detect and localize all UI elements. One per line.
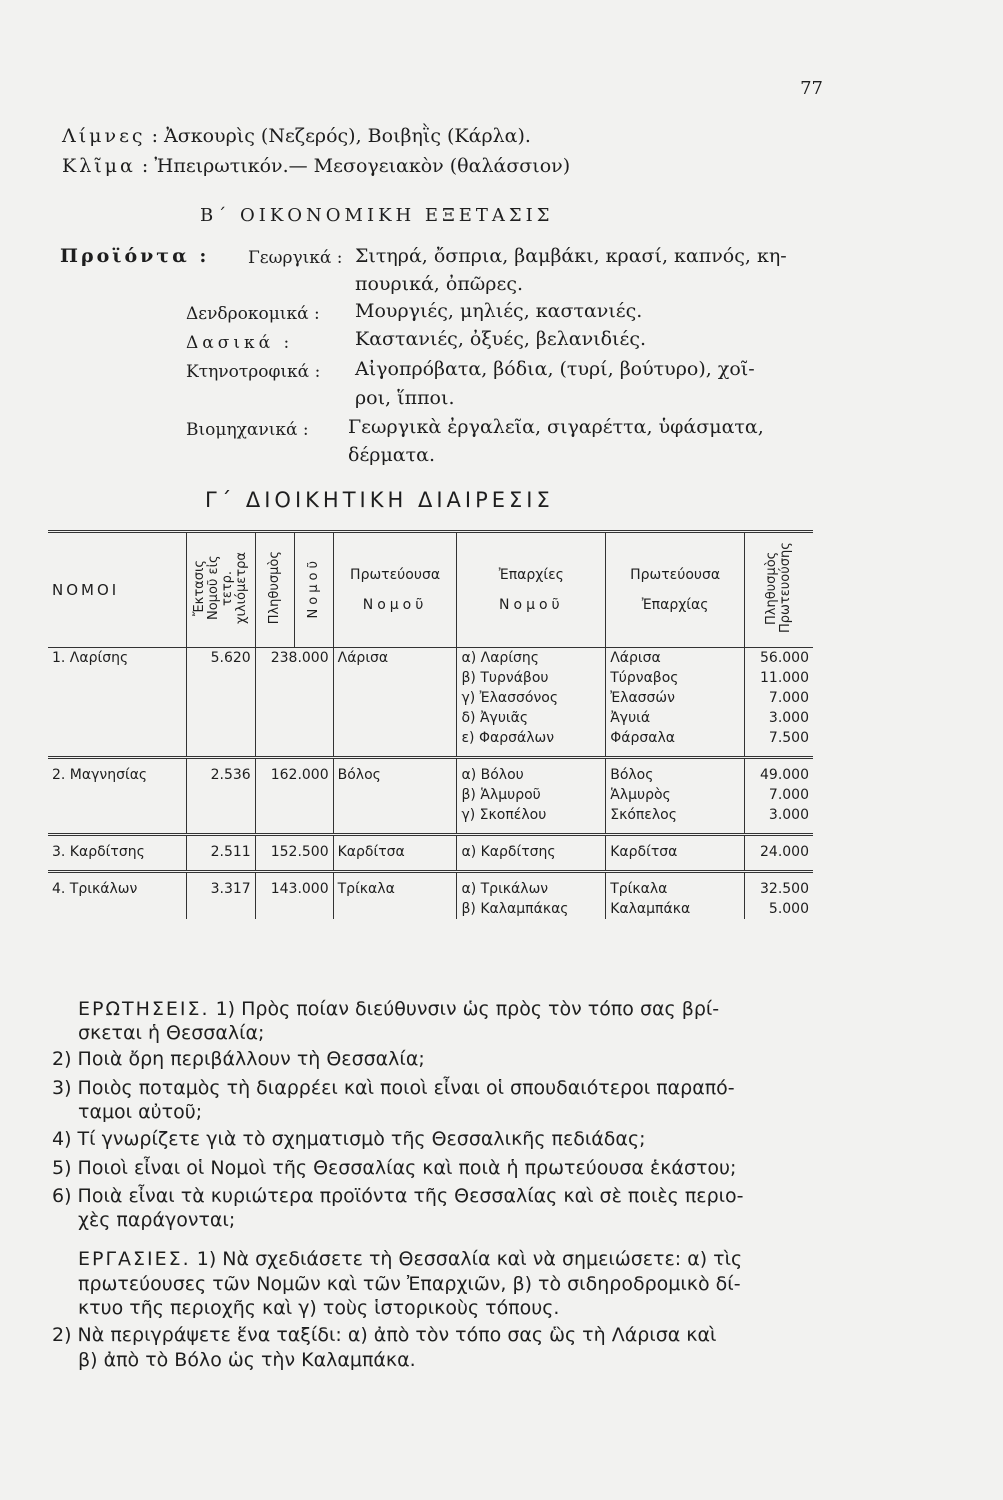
table-row: 4. Τρικάλων 3.317 143.000 Τρίκαλα α) Τρικάλων Τρίκαλα 32.500 [48,872,813,900]
table-row: β) Καλαμπάκας Καλαμπάκα 5.000 [48,899,813,919]
climate-label: Κλῖμα [62,155,136,177]
section-economic-heading: Β΄ ΟΙΚΟΝΟΜΙΚΗ ΕΞΕΤΑΣΙΣ [200,205,554,226]
products-label: Προϊόντα : [60,245,210,267]
product-cat-2: Δενδροκομικά : [186,304,320,324]
task-1-cont-1: πρωτεύουσες τῶν Νομῶν καὶ τῶν Ἐπαρχιῶν, β) τὸ σιδηροδρομικὸ δί- [78,1273,741,1295]
admin-division-table [48,530,813,919]
question-6: 6) Ποιὰ εἶναι τὰ κυριώτερα προϊόντα τῆς Θεσσαλίας καὶ σὲ ποιὲς περιο- [52,1185,744,1207]
question-1-cont: σκεται ἡ Θεσσαλία; [78,1022,265,1044]
table-row: 3. Καρδίτσης 2.511 152.500 Καρδίτσα α) Καρδίτσης Καρδίτσα 24.000 [48,835,813,872]
climate-line [62,155,570,177]
header-capital-eparchias: Πρωτεύουσα Ἐπαρχίας [606,532,745,648]
table-row: β) Τυρνάβου Τύρναβος 11.000 [48,668,813,688]
table-row: 2. Μαγνησίας 2.536 162.000 Βόλος α) Βόλου Βόλος 49.000 [48,758,813,786]
product-cat-3: Δασικά : [186,333,294,353]
table-header-row [48,532,813,648]
question-4: 4) Τί γνωρίζετε γιὰ τὸ σχηματισμὸ τῆς Θεσσαλικῆς πεδιάδας; [52,1128,646,1150]
product-text-3: Καστανιές, ὀξυές, βελανιδιές. [355,328,647,350]
product-cat-4: Κτηνοτροφικά : [186,362,321,382]
header-capital-population: Πληθυσμὸς Πρωτευούσης [745,532,814,648]
product-cat-1: Γεωργικά : [248,248,343,268]
header-capital-nomou: Πρωτεύουσα Νομοῦ [333,532,457,648]
product-cont-5: δέρματα. [348,444,436,466]
table-row: β) Ἁλμυροῦ Ἁλμυρὸς 7.000 [48,785,813,805]
questions-title: ΕΡΩΤΗΣΕΙΣ. [78,998,210,1020]
task-1: ΕΡΓΑΣΙΕΣ. 1) Νὰ σχεδιάσετε τὴ Θεσσαλία καὶ νὰ σημειώσετε: α) τὶς [78,1248,743,1270]
product-text-4: Αἰγοπρόβατα, βόδια, (τυρί, βούτυρο), χοῖ- [355,358,755,380]
tasks-title: ΕΡΓΑΣΙΕΣ. [78,1248,191,1270]
header-eparchies: Ἐπαρχίες Νομοῦ [457,532,606,648]
table-row: ε) Φαρσάλων Φάρσαλα 7.500 [48,728,813,758]
page-number: 77 [800,78,823,99]
product-text-2: Μουργιές, μηλιές, καστανιές. [355,300,643,322]
product-text-5: Γεωργικὰ ἐργαλεῖα, σιγαρέττα, ὑφάσματα, [348,416,764,438]
table-row: δ) Ἀγυιᾶς Ἀγυιά 3.000 [48,708,813,728]
header-area: Ἔκτασις Νομοῦ εἰς τετρ. χιλιόμετρα [186,532,255,648]
question-3-cont: ταμοι αὐτοῦ; [78,1101,203,1123]
lakes-line [62,125,531,147]
table-row: γ) Ἐλασσόνος Ἐλασσών 7.000 [48,688,813,708]
question-5: 5) Ποιοὶ εἶναι οἱ Νομοὶ τῆς Θεσσαλίας καὶ ποιὰ ἡ πρωτεύουσα ἑκάστου; [52,1157,737,1179]
table-row: 1. Λαρίσης 5.620 238.000 Λάρισα α) Λαρίσης Λάρισα 56.000 [48,648,813,669]
question-6-cont: χὲς παράγονται; [78,1209,236,1231]
question-3: 3) Ποιὸς ποταμὸς τὴ διαρρέει καὶ ποιοὶ εἶναι οἱ σπουδαιότεροι παραπό- [52,1077,735,1099]
section-admin-heading: Γ΄ ΔΙΟΙΚΗΤΙΚΗ ΔΙΑΙΡΕΣΙΣ [205,488,554,512]
header-nomou: Νομοῦ [294,532,333,648]
question-1: ΕΡΩΤΗΣΕΙΣ. 1) Πρὸς ποίαν διεύθυνσιν ὡς πρὸς τὸν τόπο σας βρί- [78,998,720,1020]
product-cont-1: πουρικά, ὀπῶρες. [355,273,523,295]
task-1-cont-2: κτυο τῆς περιοχῆς καὶ γ) τοὺς ἱστορικοὺς τόπους. [78,1297,560,1319]
lakes-text: : Ἀσκουρὶς (Νεζερός), Βοιβηῒς (Κάρλα). [151,125,531,147]
product-cont-4: ροι, ἵπποι. [355,387,455,409]
lakes-label: Λίμνες [62,125,146,147]
product-text-1: Σιτηρά, ὄσπρια, βαμβάκι, κρασί, καπνός, κη- [355,245,787,267]
task-2: 2) Νὰ περιγράψετε ἕνα ταξίδι: α) ἀπὸ τὸν τόπο σας ὣς τὴ Λάρισα καὶ [52,1324,717,1346]
question-2: 2) Ποιὰ ὄρη περιβάλλουν τὴ Θεσσαλία; [52,1048,425,1070]
climate-text: : Ἠπειρωτικόν.— Μεσογειακὸν (θαλάσσιον) [141,155,571,177]
header-population: Πληθυσμὸς [255,532,294,648]
product-cat-5: Βιομηχανικά : [186,420,309,440]
header-nomoi: ΝΟΜΟΙ [48,532,186,648]
table-row: γ) Σκοπέλου Σκόπελος 3.000 [48,805,813,835]
task-2-cont: β) ἀπὸ τὸ Βόλο ὡς τὴν Καλαμπάκα. [78,1349,416,1371]
